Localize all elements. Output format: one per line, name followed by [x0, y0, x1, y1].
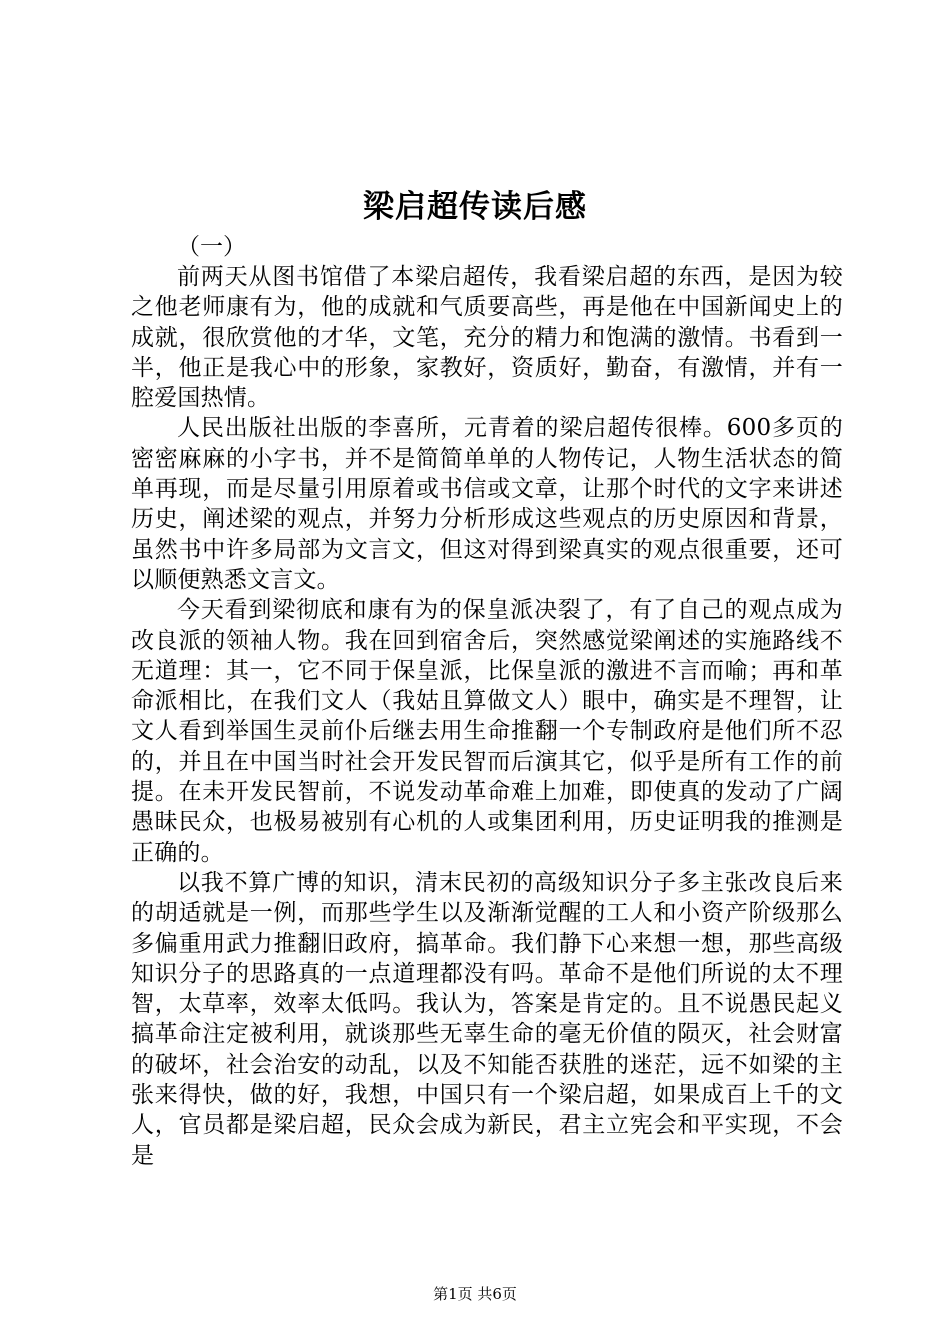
paragraph-3: 今天看到梁彻底和康有为的保皇派决裂了，有了自己的观点成为改良派的领袖人物。我在回到宿舍后，突然感觉梁阐述的实施路线不无道理：其一，它不同于保皇派，比保皇派的激进不言而喻；再和革命派相比，在我们文人（我姑且算做文人）眼中，确实是不理智，让文人看到举国生灵前仆后继去用生命推翻一个专制政府是他们所不忍的，并且在中国当时社会开发民智而后演其它，似乎是所有工作的前提。在未开发民智前，不说发动革命难上加难，即使真的发动了广阔愚昧民众，也极易被别有心机的人或集团利用，历史证明我的推测是正确的。 — [131, 597, 843, 866]
paragraph-4: 以我不算广博的知识，清末民初的高级知识分子多主张改良后来的胡适就是一例，而那些学生以及渐渐觉醒的工人和小资产阶级那么多偏重用武力推翻旧政府，搞革命。我们静下心来想一想，那些高级知识分子的思路真的一点道理都没有吗。革命不是他们所说的太不理智，太草率，效率太低吗。我认为，答案是肯定的。且不说愚民起义搞革命注定被利用，就谈那些无辜生命的毫无价值的陨灭，社会财富的破坏，社会治安的动乱，以及不知能否获胜的迷茫，远不如梁的主张来得快，做的好，我想，中国只有一个梁启超，如果成百上千的文人，官员都是梁启超，民众会成为新民，君主立宪会和平实现，不会是 — [131, 869, 843, 1169]
section-heading: （一） — [177, 234, 246, 260]
paragraph-2: 人民出版社出版的李喜所，元青着的梁启超传很棒。600多页的密密麻麻的小字书，并不是简简单单的人物传记，人物生活状态的简单再现，而是尽量引用原着或书信或文章，让那个时代的文字来讲述历史，阐述梁的观点，并努力分析形成这些观点的历史原因和背景，虽然书中许多局部为文言文，但这对得到梁真实的观点很重要，还可以顺便熟悉文言文。 — [131, 415, 843, 593]
page-footer: 第1页 共6页 — [433, 1285, 517, 1303]
document-body — [131, 232, 843, 1171]
paragraph-1: 前两天从图书馆借了本梁启超传，我看梁启超的东西，是因为较之他老师康有为，他的成就和气质要高些，再是他在中国新闻史上的成就，很欣赏他的才华，文笔，充分的精力和饱满的激情。书看到一半，他正是我心中的形象，家教好，资质好，勤奋，有激情，并有一腔爱国热情。 — [131, 264, 843, 412]
document-title: 梁启超传读后感 — [363, 189, 587, 225]
